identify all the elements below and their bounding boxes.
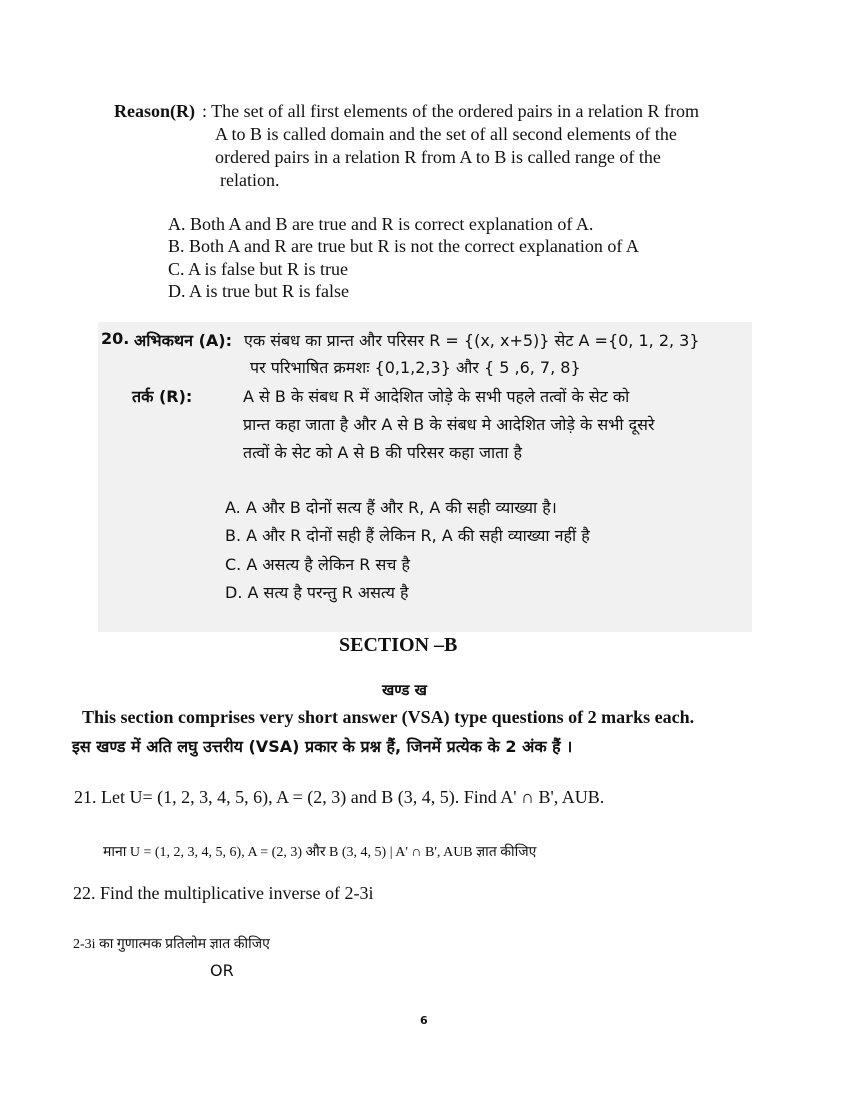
q21-question-hindi: माना U = (1, 2, 3, 4, 5, 6), A = (2, 3) और B (3, 4, 5) | A' ∩ B', AUB ज्ञात कीजिए	[103, 845, 537, 860]
q19-reason-line-3: ordered pairs in a relation R from A to B is called range of the	[215, 147, 661, 167]
q19-reason-label: Reason(R)	[114, 101, 195, 121]
q20-assertion-label: अभिकथन (A):	[134, 331, 232, 350]
q20-option-a: A. A और B दोनों सत्य हैं और R, A की सही व्याख्या है।	[225, 498, 557, 517]
q22-question: 22. Find the multiplicative inverse of 2-3i	[73, 883, 374, 903]
q21-question: 21. Let U= (1, 2, 3, 4, 5, 6), A = (2, 3) and B (3, 4, 5). Find A' ∩ B', AUB.	[74, 787, 605, 807]
q20-assertion-line-2: पर परिभाषित क्रमशः {0,1,2,3} और { 5 ,6, 7, 8}	[250, 358, 581, 377]
q19-reason-line-2: A to B is called domain and the set of all second elements of the	[215, 124, 677, 144]
q19-reason-line-4: relation.	[220, 170, 280, 190]
q20-assertion-line-1: एक संबध का प्रान्त और परिसर R = {(x, x+5)} सेट A ={0, 1, 2, 3}	[244, 331, 700, 350]
q20-reason-line-1: A से B के संबध R में आदेशित जोड़े के सभी पहले तत्वों के सेट को	[243, 387, 630, 406]
section-title: SECTION –B	[339, 634, 458, 656]
q22-question-hindi: 2-3i का गुणात्मक प्रतिलोम ज्ञात कीजिए	[73, 937, 270, 952]
q20-option-b: B. A और R दोनों सही हैं लेकिन R, A की सही व्याख्या नहीं है	[225, 526, 590, 545]
q19-reason-line-1: : The set of all first elements of the ordered pairs in a relation R from	[202, 101, 700, 121]
q19-option-a: A. Both A and B are true and R is correct explanation of A.	[168, 214, 594, 234]
q19-option-b: B. Both A and R are true but R is not the correct explanation of A	[168, 236, 639, 256]
q20-reason-line-2: प्रान्त कहा जाता है और A से B के संबध मे आदेशित जोड़े के सभी दूसरे	[243, 415, 655, 434]
q19-option-c: C. A is false but R is true	[168, 259, 348, 279]
section-description-english: This section comprises very short answer (VSA) type questions of 2 marks each.	[82, 707, 695, 727]
q20-option-c: C. A असत्य है लेकिन R सच है	[225, 555, 411, 574]
q20-reason-line-3: तत्वों के सेट को A से B की परिसर कहा जाता है	[243, 443, 522, 462]
section-description-hindi: इस खण्ड में अति लघु उत्तरीय (VSA) प्रकार के प्रश्न हैं, जिनमें प्रत्येक के 2 अंक हैं ।	[72, 737, 573, 756]
q20-option-d: D. A सत्य है परन्तु R असत्य है	[225, 583, 409, 602]
q22-or-label: OR	[210, 961, 234, 980]
q20-number: 20.	[101, 329, 130, 348]
section-title-hindi: खण्ड ख	[382, 681, 427, 699]
page-number: 6	[420, 1014, 428, 1027]
q19-option-d: D. A is true but R is false	[168, 281, 349, 301]
q20-reason-label: तर्क (R):	[132, 387, 193, 406]
